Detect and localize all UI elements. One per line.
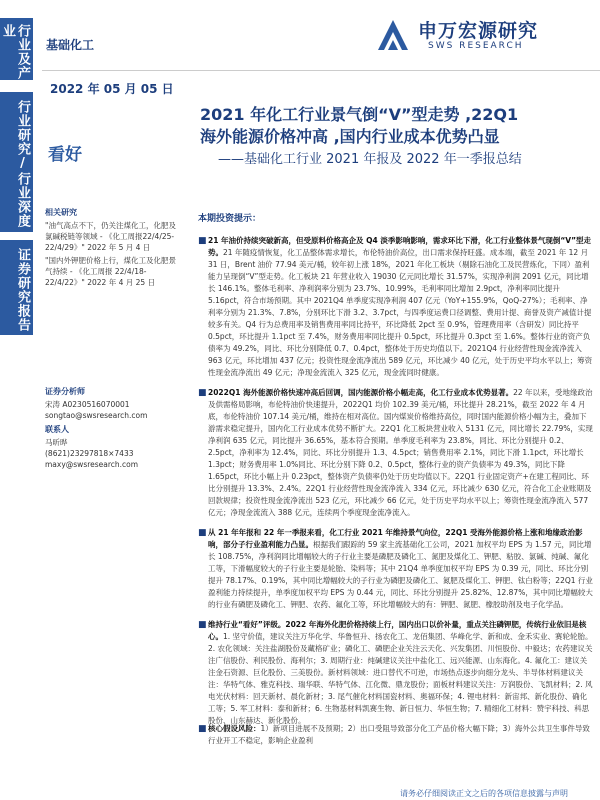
company-logo (376, 14, 576, 56)
analyst-email[interactable]: songtao@swsresearch.com (45, 411, 148, 420)
logo-text-cn: 申万宏源研究 (418, 20, 539, 42)
bullet-icon: ■ (198, 620, 207, 630)
sidebar-tab-industry (0, 18, 33, 80)
contact-email[interactable]: maxy@swsresearch.com (45, 460, 139, 469)
logo-icon (376, 18, 410, 52)
contact-heading: 联系人 (45, 425, 69, 434)
bullet-icon: ■ (198, 528, 207, 538)
report-title-line2: 海外能源价格冲高 ,国内行业成本优势凸显 (200, 127, 500, 146)
sidebar-tab-report (0, 240, 33, 335)
summary-paragraph (198, 387, 594, 519)
left-column (45, 207, 180, 470)
rating-label: 看好 (48, 145, 82, 165)
related-research-item[interactable]: "国内外钾肥价格上行，煤化工及化肥景气持续 - 《化工周报 22/4/18-22/4/22》" 2022 年 4 月 25 日 (45, 256, 176, 287)
summary-title: 本期投资提示： (198, 214, 262, 224)
paragraph-lead: 21 年油价持续突破新高，但受原料价格高企及 Q4 淡季影响影响，需求环比下滑，化工行业整体景气现倒“V”型走势。 (208, 236, 592, 257)
sidebar-tab-research-label: 行业研究/行业深度 (15, 100, 30, 228)
report-date: 2022 年 05 月 05 日 (50, 82, 174, 96)
contact-phone: (8621)23297818×7433 (45, 449, 134, 458)
summary-paragraph (198, 527, 594, 611)
report-title-line1: 2021 年化工行业景气倒“V”型走势 ,22Q1 (200, 105, 519, 124)
sector-label: 基础化工 (46, 38, 95, 52)
footer-disclaimer: 请务必仔细阅读正文之后的各项信息披露与声明 (400, 789, 568, 798)
contact-name: 马昕晔 (45, 438, 68, 447)
sidebar-tab-report-label: 证券研究报告 (15, 248, 30, 332)
logo-text-en: SWS RESEARCH (428, 41, 524, 51)
paragraph-lead: 从 21 年年报和 22 年一季报来看，化工行业 2021 年维持景气向位，22Q1 受海外能源价格上涨和地缘政治影响，部分子行业盈利能力凸显。 (208, 528, 583, 549)
sidebar-tab-research (0, 92, 33, 232)
page-header (42, 0, 600, 71)
paragraph-body: 根据我们跟踪的 59 家主流基础化工公司，2021 加权平均 EPS 为 1.57 元，同比增长 108.75%，净利润同比增幅较大的子行业主要是磷肥及磷化工、氮肥及煤化工、钾肥、粘胶、氯碱、纯碱、氟化工等，下滑幅度较大的子行业主要是轮胎、染料等；其中 21Q4 单季度加权平均 EPS 为 0.39 元，同比、环比分别提升 78.17%、0.19%，其中同比增幅较大的子行业为磷肥及磷化工、氮肥及煤化工、钾肥、钛白粉等；22Q1 行业盈利能力持续提升，单季度加权平均 EPS 为 0.44 元，同比、环比分别提升 25.82%、12.87%，其中同比增幅较大的行业有磷肥及磷化工、钾肥、农药、氟化工等，环比增幅较大的有：钾肥、氮肥、橡胶助剂及电子化学品。 (208, 540, 593, 609)
related-research-heading: 相关研究 (45, 208, 77, 217)
paragraph-lead: 维持行业“看好”评级。2022 年海外化肥价格持续上行，国内出口以价补量，重点关注磷钾肥，传统行业依旧是核心。 (208, 620, 587, 641)
paragraph-lead: 2022Q1 海外能源价格快速冲高后回调，国内能源价格小幅走高，化工行业成本优势显著。 (208, 388, 514, 397)
paragraph-body: 1）新项目进展不及预期；2）出口受阻导致部分化工产品价格大幅下降；3）海外公共卫生事件导致行业开工不稳定，影响企业盈利 (208, 724, 590, 745)
paragraph-body: 22 年以来，受地缘政治及供需格局影响，布伦特油价快速提升，2022Q1 均价 102.39 美元/桶，环比提升 28.21%，截至 2022 年 4 月底，布伦特油价 107.14 美元/桶，维持在相对高位。国内煤炭价格维持高位，同时国内能源价格小幅为主，叠加下游需求稳定提升，国内化工行业成本优势不断扩大。22Q1 化工板块营业收入 5131 亿元，同比增长 22.79%，实现净利润 635 亿元，同比提升 36.65%，基本符合预期。单季度毛利率为 23.8%，同比、环比分别提升 0.2、2.5pct，净利率为 12.4%，同比、环比分别提升 1.3、4.5pct；销售费用率 2.1%，同比下滑 1.1pct，环比增长 1.3pct；财务费用率 1.0%同比、环比分别下降 0.2、0.5pct，整体行业的资产负债率为 49.3%，同比下降 1.65pct，环比小幅上升 0.23pct，整体资产负债率仍处于历史均值以下。22Q1 行业固定资产+在建工程同比、环比分别提升 13.3%、2.4%。22Q1 行业经营性现金流净流入 334 亿元，环比减少 630 亿元，符合化工企业账期及回款规律；投资性现金流净流出 523 亿元，环比减少 66 亿元，处于历史平均水平以上；筹资性现金流净流入 577 亿元；净现金流流入 388 亿元，连续两个季度现金流净流入。 (208, 388, 593, 517)
bullet-icon: ■ (198, 724, 207, 734)
bullet-icon: ■ (198, 236, 207, 246)
investment-summary (198, 213, 594, 755)
left-sidebar (0, 0, 42, 800)
analyst-heading: 证券分析师 (45, 387, 85, 396)
sidebar-tab-industry-label: 行业及产业 (0, 24, 30, 80)
paragraph-lead: 核心假设风险： (208, 724, 261, 733)
report-subtitle: ——基础化工行业 2021 年报及 2022 年一季报总结 (218, 152, 522, 167)
related-research-item[interactable]: "油气高点不下，仍关注煤化工，化肥及氯碱税链等领域 - 《化工周报22/4/25-22/4/29》" 2022 年 5 月 4 日 (45, 221, 176, 252)
summary-paragraph (198, 723, 594, 747)
summary-paragraph (198, 619, 594, 725)
paragraph-body: 1. 坚守价值，建议关注万华化学、华鲁恒升、扬农化工、龙佰集团、华峰化学、新和成、金禾实业、赛轮轮胎。2. 农化领域：关注盐湖股份及藏格矿业；磷化工、磷肥企业关注云天化、兴发集团、川恒股份、中毅达；农药建议关注广信股份、利民股份、海利尔；3. 周期行业：纯碱建议关注中盐化工、远兴能源、山东海化。4. 氟化工：建议关注金石资源、巨化股份、三美股份。新材料领域：进口替代不可逆，市场热点逐步向细分龙头、半导体材料建议关注：华特气体、雅克科技、瑞华联、华特气体、江化微、鼎龙股份；面板材料建议关注：万润股份、飞凯材料；2. 风电光伏材料：回天新材、晨化新材；3. 尾气催化材料国瓷材料、奥福环保；4. 锂电材料：新宙邦、新化股份、确化工等；5. 军工材料：泰和新材；6. 生物基材料凯赛生物、新日恒力、华恒生物；7. 精细化工材料：赞宇科技、科思股份、山东赫达、新化股份。 (208, 632, 593, 725)
paragraph-body: 21 年随疫情恢复，化工品整体需求增长，布伦特油价高位，出口需求保持旺盛。成本端，截至 2021 年 12 月 31 日，Brent 油价 77.94 美元/桶，较年初上涨 18%，2021 年化工板块（剔除石油化工及民营炼化，下同）盈利能力呈现倒“V”型走势。化工板块 21 年营业收入 19030 亿元同比增长 31.57%，实现净利润 2091 亿元，同比增长 146.1%。整体毛利率、净利润率分别为 23.7%、10.99%，毛利率同比增加 2.9pct，净利率同比提升 5.16pct，符合市场预期。其中 2021Q4 单季度实现净利润 407 亿元（YoY+155.9%，QoQ-27%）；毛利率、净利率分别为 21.3%、7.8%，分别环比下滑 3.2、3.7pct，与四季度运费口径调整、费用计提、商誉及资产减值计提较多有关。Q4 行为总费用率及销售费用率同比持平，环比降低 2pct 至 0.9%，管理费用率（含研发）同比持平 0.5pct，环比提升 1.1pct 至 7.4%，财务费用率同比提升 0.5pct，环比提升 0.3pct 至 1.6%。整体行业的资产负债率为 49.2%，同比、环比分别降低 0.7、0.4pct，整体处于历史均值以下。2021Q4 行业经营性现金流净流入 963 亿元，环比增加 437 亿元；投资性现金流净流出 589 亿元，环比减少 40 亿元，处于历史平均水平以上；筹资性现金流净流出 49 亿元；净现金流流入 325 亿元，现金流同时健康。 (208, 248, 593, 377)
analyst-name: 宋涛 A0230516070001 (45, 400, 130, 409)
bullet-icon: ■ (198, 388, 207, 398)
summary-paragraph (198, 235, 594, 379)
